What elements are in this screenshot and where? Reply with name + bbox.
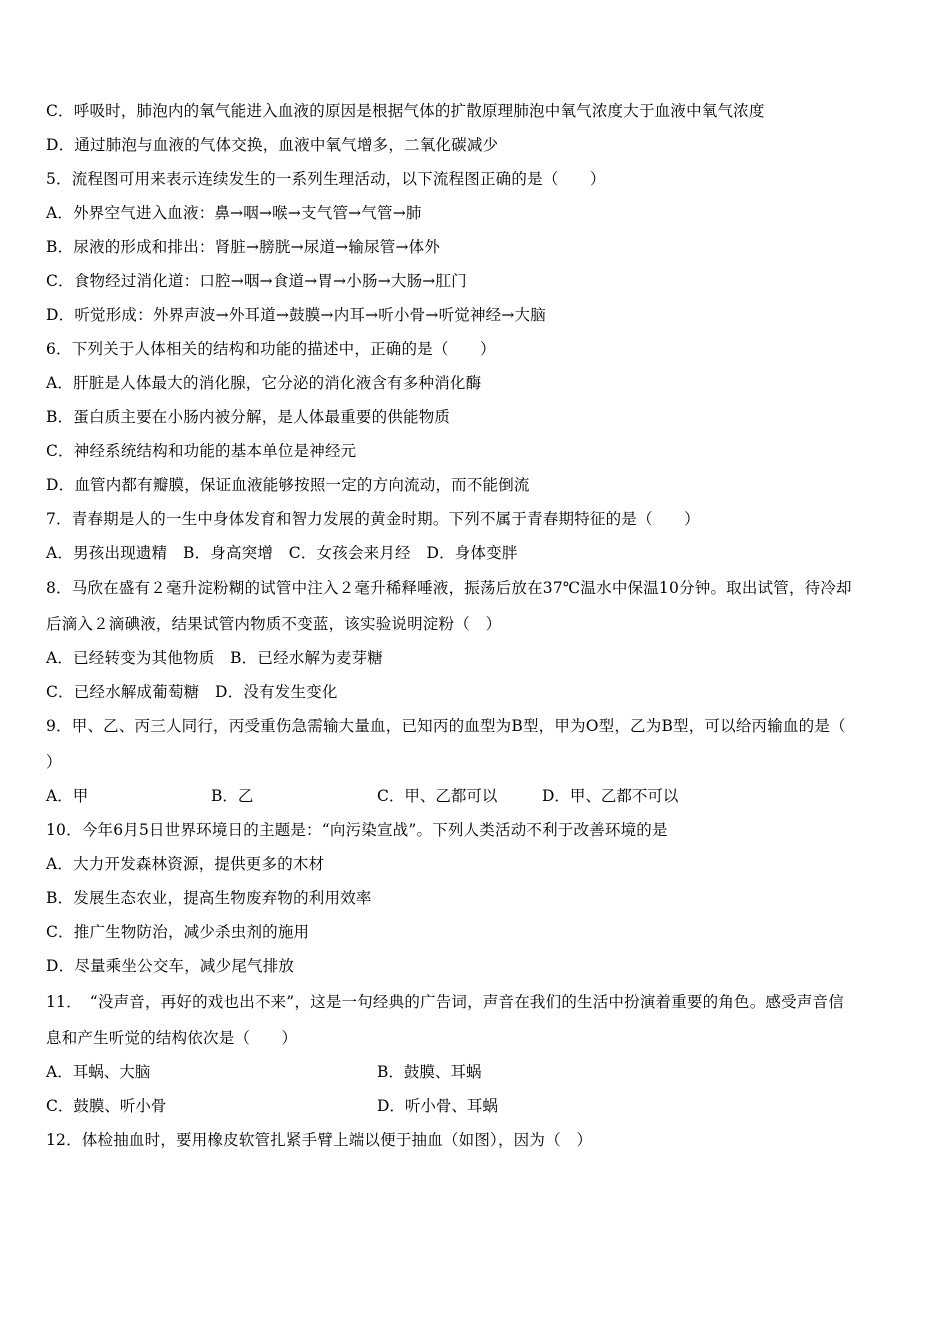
q5-option-c: C．食物经过消化道：口腔→咽→食道→胃→小肠→大肠→肛门 <box>46 272 467 290</box>
q6-option-c: C．神经系统结构和功能的基本单位是神经元 <box>46 442 357 460</box>
q11-options-ab <box>46 1061 906 1083</box>
question-11-line-1: 11． “没声音，再好的戏也出不来”，这是一句经典的广告词，声音在我们的生活中扮演着重要的角色。感受声音信 <box>46 993 844 1011</box>
q9-option-b: B．乙 <box>211 787 254 805</box>
q10-option-c: C．推广生物防治，减少杀虫剂的施用 <box>46 923 310 941</box>
q11-options-cd <box>46 1095 906 1117</box>
q4-option-d: D．通过肺泡与血液的气体交换，血液中氧气增多，二氧化碳减少 <box>46 136 499 154</box>
q6-option-a: A．肝脏是人体最大的消化腺，它分泌的消化液含有多种消化酶 <box>46 374 482 392</box>
q9-option-d: D．甲、乙都不可以 <box>542 787 679 805</box>
q11-option-b: B．鼓膜、耳蜗 <box>377 1063 482 1081</box>
q9-option-c: C．甲、乙都可以 <box>377 787 498 805</box>
question-11-line-2: 息和产生听觉的结构依次是（ ） <box>46 1029 298 1047</box>
q4-option-c: C．呼吸时，肺泡内的氧气能进入血液的原因是根据气体的扩散原理肺泡中氧气浓度大于血液中氧气浓度 <box>46 102 765 120</box>
q7-options: A．男孩出现遗精 B．身高突增 C．女孩会来月经 D．身体变胖 <box>46 544 518 562</box>
question-8-line-2: 后滴入２滴碘液，结果试管内物质不变蓝，该实验说明淀粉（ ） <box>46 615 502 633</box>
q5-option-a: A．外界空气进入血液：鼻→咽→喉→支气管→气管→肺 <box>46 204 422 222</box>
q5-option-d: D．听觉形成：外界声波→外耳道→鼓膜→内耳→听小骨→听觉神经→大脑 <box>46 306 546 324</box>
question-9-line-1: 9．甲、乙、丙三人同行，丙受重伤急需输大量血，已知丙的血型为B型，甲为O型，乙为B型，可以给丙输血的是（ <box>46 717 846 735</box>
q10-option-b: B．发展生态农业，提高生物废弃物的利用效率 <box>46 889 372 907</box>
q11-option-a: A．耳蜗、大脑 <box>46 1063 151 1081</box>
question-6: 6．下列关于人体相关的结构和功能的描述中，正确的是（ ） <box>46 340 496 358</box>
question-9-line-2: ） <box>46 753 62 771</box>
q11-option-d: D．听小骨、耳蜗 <box>377 1097 498 1115</box>
question-8-line-1: 8．马欣在盛有２毫升淀粉糊的试管中注入２毫升稀释唾液，振荡后放在37℃温水中保温10分钟。取出试管，待冷却 <box>46 579 852 597</box>
q8-options-cd: C．已经水解成葡萄糖 D．没有发生变化 <box>46 683 338 701</box>
question-5: 5．流程图可用来表示连续发生的一系列生理活动，以下流程图正确的是（ ） <box>46 170 606 188</box>
q10-option-d: D．尽量乘坐公交车，减少尾气排放 <box>46 957 295 975</box>
q11-option-c: C．鼓膜、听小骨 <box>46 1097 167 1115</box>
question-7: 7．青春期是人的一生中身体发育和智力发展的黄金时期。下列不属于青春期特征的是（ ） <box>46 510 700 528</box>
q5-option-b: B．尿液的形成和排出：肾脏→膀胱→尿道→输尿管→体外 <box>46 238 441 256</box>
question-12: 12．体检抽血时，要用橡皮软管扎紧手臂上端以便于抽血（如图），因为（ ） <box>46 1131 593 1149</box>
q8-options-ab: A．已经转变为其他物质 B．已经水解为麦芽糖 <box>46 649 383 667</box>
q6-option-b: B．蛋白质主要在小肠内被分解，是人体最重要的供能物质 <box>46 408 451 426</box>
q9-options <box>46 785 906 807</box>
q9-option-a: A．甲 <box>46 787 89 805</box>
q10-option-a: A．大力开发森林资源，提供更多的木材 <box>46 855 325 873</box>
question-10: 10．今年6月5日世界环境日的主题是：“向污染宣战”。下列人类活动不利于改善环境的是 <box>46 821 668 839</box>
q6-option-d: D．血管内都有瓣膜，保证血液能够按照一定的方向流动，而不能倒流 <box>46 476 530 494</box>
